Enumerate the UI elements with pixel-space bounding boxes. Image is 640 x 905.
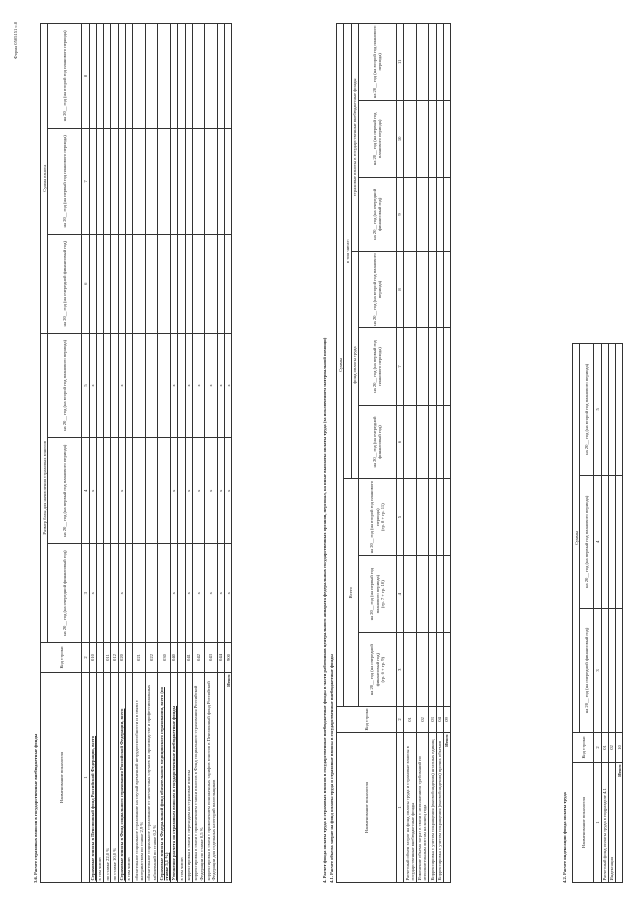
row-code: 010 — [89, 643, 96, 673]
row-cell — [404, 24, 417, 101]
col-num: 1 — [82, 673, 89, 883]
row-cell: x — [89, 544, 96, 643]
total-label: Итого — [443, 733, 450, 883]
row-name: в том числе: — [178, 673, 185, 883]
col-num: 5 — [594, 344, 601, 476]
row-cell — [104, 333, 111, 438]
row-name: обязательное социальное страхование на случай временной нетрудоспособности и в связи с материнством по ставке 2,9 % — [133, 673, 146, 883]
row-cell — [145, 333, 158, 438]
col-num: 8 — [396, 251, 403, 328]
table-row — [205, 24, 218, 883]
table-row — [125, 24, 132, 883]
row-cell — [170, 128, 177, 234]
row-cell — [205, 24, 218, 129]
header-year-1: на 20__ год (на очередной финансовый год) — [48, 234, 82, 333]
row-cell — [111, 24, 118, 129]
row-code — [96, 643, 103, 673]
row-cell — [111, 234, 118, 333]
col-num: 4 — [396, 555, 403, 632]
row-cell — [608, 475, 615, 608]
payroll-table — [336, 23, 451, 883]
table-row — [608, 344, 615, 883]
total-code: 900 — [225, 643, 232, 673]
header-year-3: на 20__ год (на второй год планового периода) — [48, 333, 82, 438]
row-cell — [436, 633, 443, 707]
row-cell: x — [170, 544, 177, 643]
row-cell — [404, 251, 417, 328]
row-cell — [429, 405, 436, 479]
header-year-2: на 20__ год (на первый год планового периода) — [48, 128, 82, 234]
row-cell — [192, 128, 205, 234]
table-row — [158, 24, 171, 883]
header-sums: Суммы — [337, 24, 344, 707]
header-year-3: на 20__ год (на второй год планового периода) — [580, 344, 594, 476]
col-num: 4 — [82, 438, 89, 544]
row-cell — [125, 438, 132, 544]
table-row — [89, 24, 96, 883]
row-code: 042 — [192, 643, 205, 673]
row-cell: x — [118, 544, 125, 643]
header-year-3: на 20__ год (на второй год планового периода) — [48, 24, 82, 129]
row-cell — [145, 234, 158, 333]
form-label: Форма 0505151 с.8 — [13, 22, 18, 59]
row-cell — [601, 475, 608, 608]
row-cell: x — [185, 333, 192, 438]
row-cell: x — [118, 438, 125, 544]
row-cell: x — [205, 438, 218, 544]
row-cell — [404, 178, 417, 252]
row-cell — [404, 328, 417, 405]
col-num: 11 — [396, 24, 403, 101]
row-cell — [601, 609, 608, 733]
row-cell — [158, 544, 171, 643]
row-code: 041 — [185, 643, 192, 673]
row-cell — [416, 405, 429, 479]
row-code: 04 — [436, 707, 443, 733]
row-name: Корректировка с учетом сокращения (высвобождения) прочих объемов — [436, 733, 443, 883]
row-cell — [89, 24, 96, 129]
col-num: 6 — [396, 405, 403, 479]
row-cell — [608, 344, 615, 476]
row-cell: x — [185, 544, 192, 643]
row-name: в том числе: — [96, 673, 103, 883]
row-cell — [104, 438, 111, 544]
row-cell — [429, 479, 436, 556]
total-code: 10 — [616, 733, 623, 763]
table-row — [111, 24, 118, 883]
row-cell — [217, 234, 224, 333]
row-name: Страховые взносы в Фонд социального страхования Российской Федерации, всего — [118, 673, 125, 883]
row-cell — [170, 24, 177, 129]
row-cell — [178, 128, 185, 234]
row-cell — [429, 24, 436, 101]
row-code: 01 — [404, 707, 417, 733]
row-cell — [170, 234, 177, 333]
row-code: 012 — [111, 643, 118, 673]
row-name — [217, 673, 224, 883]
row-cell — [133, 438, 146, 544]
row-cell: x — [192, 333, 205, 438]
row-code: 022 — [145, 643, 158, 673]
row-cell — [145, 128, 158, 234]
table-row — [178, 24, 185, 883]
row-cell — [192, 234, 205, 333]
row-cell — [429, 633, 436, 707]
row-cell: x — [89, 438, 96, 544]
row-name: Расчетный фонд оплаты труда в подразделе 4.1 — [601, 763, 608, 883]
col-num: 5 — [82, 333, 89, 438]
table-row — [145, 24, 158, 883]
header-year-1: на 20__ год (на очередной финансовый год) (гр. 6 + гр. 9) — [358, 633, 396, 707]
row-cell — [133, 544, 146, 643]
row-cell — [178, 544, 185, 643]
row-name: обязательное социальное страхование от несчастных случаев на производстве и профессиональных заболеваний по ставке 0,2 % — [145, 673, 158, 883]
row-cell: x — [170, 438, 177, 544]
row-cell — [104, 24, 111, 129]
section-4-title: 4. Расчет фонда оплаты труда и страховых взносов в государственные внебюджетные фонды в части работников центрального аппарата федеральных государственных органов, персонал, на иные выплаты оплаты труда (за исключением материальной помощи) — [322, 337, 327, 883]
header-year-2: на 20__ год (на первый год планового периода) (гр. 7 + гр. 10) — [358, 555, 396, 632]
row-cell — [145, 24, 158, 129]
row-name: Изменение объема затрат в связи с исполнением требований по исполнительным листам на конец года — [416, 733, 429, 883]
row-cell — [404, 405, 417, 479]
total-label: Итого — [616, 763, 623, 883]
table-row — [217, 24, 224, 883]
row-cell: x — [192, 544, 205, 643]
row-cell — [192, 24, 205, 129]
header-year-2: на 20__ год (на первый год планового периода) — [580, 475, 594, 608]
row-cell — [436, 100, 443, 177]
row-cell — [436, 251, 443, 328]
row-cell — [158, 234, 171, 333]
row-cell: x — [217, 544, 224, 643]
row-cell — [104, 544, 111, 643]
row-cell — [111, 128, 118, 234]
row-code — [125, 643, 132, 673]
row-cell: x — [185, 438, 192, 544]
row-name: корректировка в связи с применением пониженных тарифов взносов в Пенсионный фонд Российской Федерации для отдельных категорий плательщиков — [205, 673, 218, 883]
table-row — [133, 24, 146, 883]
col-num: 9 — [396, 178, 403, 252]
row-cell — [89, 234, 96, 333]
row-cell — [104, 234, 111, 333]
row-cell — [178, 234, 185, 333]
row-name: Корректировка с учетом сокращения (высвобождения) штатных единиц — [429, 733, 436, 883]
row-cell — [205, 234, 218, 333]
row-cell — [158, 333, 171, 438]
row-code: 020 — [118, 643, 125, 673]
row-cell: x — [217, 333, 224, 438]
row-cell — [429, 555, 436, 632]
header-sum: Сумма взноса — [41, 24, 48, 334]
row-cell — [404, 555, 417, 632]
col-num: 3 — [82, 544, 89, 643]
row-cell — [416, 251, 429, 328]
row-cell — [436, 479, 443, 556]
section-3-6-title: 3.6. Расчет страховых взносов в государственные внебюджетные фонды — [33, 733, 38, 883]
row-cell — [158, 128, 171, 234]
row-cell — [133, 234, 146, 333]
row-cell — [429, 328, 436, 405]
row-cell — [416, 479, 429, 556]
row-name: корректировка в связи с переходом на страховые взносы — [185, 673, 192, 883]
row-code — [178, 643, 185, 673]
row-cell — [125, 24, 132, 129]
header-year-2: на 20__ год (на первый год планового периода) — [358, 328, 396, 405]
col-num: 2 — [594, 733, 601, 763]
row-cell — [118, 24, 125, 129]
row-cell — [125, 128, 132, 234]
row-cell — [205, 128, 218, 234]
row-cell — [436, 555, 443, 632]
col-num: 3 — [594, 609, 601, 733]
table-row — [118, 24, 125, 883]
col-num: 2 — [396, 707, 403, 733]
row-code: 043 — [205, 643, 218, 673]
header-year-3: на 20__ год (на второй год планового периода) (гр. 8 + гр. 11) — [358, 479, 396, 556]
col-num: 5 — [396, 479, 403, 556]
header-year-3: на 20__ год (на второй год планового периода) — [358, 24, 396, 101]
col-num: 7 — [396, 328, 403, 405]
row-cell — [111, 544, 118, 643]
header-sums: Суммы — [573, 344, 580, 733]
row-cell — [416, 178, 429, 252]
row-code: 044 — [217, 643, 224, 673]
row-cell — [404, 633, 417, 707]
row-cell — [608, 609, 615, 733]
header-code: Код строки — [573, 733, 594, 763]
row-cell — [104, 128, 111, 234]
table-row — [404, 24, 417, 883]
table-row — [185, 24, 192, 883]
header-year-1: на 20__ год (на очередной финансовый год) — [358, 178, 396, 252]
row-cell — [436, 24, 443, 101]
col-num: 8 — [82, 24, 89, 129]
row-name: Уточнение расчета по страховым взносам в государственные внебюджетные фонды — [170, 673, 177, 883]
row-cell — [178, 24, 185, 129]
row-cell — [185, 128, 192, 234]
col-num: 2 — [82, 643, 89, 673]
insurance-table — [40, 23, 232, 883]
total-cell: x — [225, 333, 232, 438]
table-row — [429, 24, 436, 883]
header-year-1: на 20__ год (на очередной финансовый год) — [48, 544, 82, 643]
row-name: по ставке 10,0 % — [111, 673, 118, 883]
row-cell — [96, 128, 103, 234]
row-name: Индексация — [608, 763, 615, 883]
row-cell — [89, 128, 96, 234]
row-cell: x — [118, 333, 125, 438]
section-4-1-title: 4.1. Расчет объема затрат на фонд оплаты труда и страховые взносы в государственные внебюджетные фонды — [329, 654, 334, 883]
row-cell — [436, 178, 443, 252]
row-name: Страховые взносы в Пенсионный фонд Российской Федерации, всего — [89, 673, 96, 883]
row-code: 030 — [158, 643, 171, 673]
row-name: корректировка в связи с применением ставки взносов в Фонд социального страхования Российской Федерации по ставке 0,5 % — [192, 673, 205, 883]
total-cell — [225, 234, 232, 333]
row-cell — [178, 333, 185, 438]
table-row — [436, 24, 443, 883]
row-cell — [436, 328, 443, 405]
row-cell — [118, 128, 125, 234]
col-num: 1 — [396, 733, 403, 883]
row-cell — [436, 405, 443, 479]
col-num: 10 — [396, 100, 403, 177]
row-cell — [118, 234, 125, 333]
row-cell: x — [205, 333, 218, 438]
row-cell — [404, 479, 417, 556]
total-code: 09 — [443, 707, 450, 733]
row-cell — [601, 344, 608, 476]
row-name: по ставке 22,0 % — [104, 673, 111, 883]
col-num: 6 — [82, 234, 89, 333]
header-contributions: страховые взносы в государственные внебюджетные фонды — [351, 24, 358, 252]
row-code: 02 — [608, 733, 615, 763]
row-cell: x — [89, 333, 96, 438]
row-cell: x — [170, 333, 177, 438]
total-cell: x — [225, 544, 232, 643]
row-cell — [111, 333, 118, 438]
section-4-2-title: 4.2. Расчет индексации фонда оплаты труда — [562, 792, 567, 883]
row-cell — [178, 438, 185, 544]
row-cell — [416, 633, 429, 707]
row-cell — [217, 24, 224, 129]
row-cell — [185, 24, 192, 129]
table-row — [170, 24, 177, 883]
header-base: Размер базы для начисления страховых взносов — [41, 333, 48, 642]
row-cell — [429, 251, 436, 328]
header-year-3: на 20__ год (на второй год планового периода) — [358, 251, 396, 328]
header-payroll: фонд оплаты труда — [351, 251, 358, 479]
row-name: Расчетный объем затрат на фонд оплаты труда и страховые взносы в государственные внебюджетные фонды — [404, 733, 417, 883]
row-cell — [133, 128, 146, 234]
header-code: Код строки — [337, 707, 397, 733]
row-cell — [217, 128, 224, 234]
header-year-1: на 20__ год (на очередной финансовый год) — [358, 405, 396, 479]
table-row — [104, 24, 111, 883]
row-code: 02 — [416, 707, 429, 733]
row-code: 040 — [170, 643, 177, 673]
row-code: 021 — [133, 643, 146, 673]
header-year-1: на 20__ год (на очередной финансовый год) — [580, 609, 594, 733]
row-cell — [133, 333, 146, 438]
header-total: Всего — [344, 479, 359, 707]
row-cell — [145, 438, 158, 544]
row-cell — [96, 333, 103, 438]
row-cell — [429, 178, 436, 252]
row-code: 03 — [429, 707, 436, 733]
row-cell — [416, 24, 429, 101]
row-cell — [404, 100, 417, 177]
table-row — [416, 24, 429, 883]
col-num: 4 — [594, 475, 601, 608]
row-cell — [125, 333, 132, 438]
col-num: 1 — [594, 763, 601, 883]
table-row — [601, 344, 608, 883]
row-cell: x — [192, 438, 205, 544]
row-name: Страховые взносы в Федеральный фонд обязательного медицинского страхования, всего (по ставке 5,1 %) — [158, 673, 171, 883]
col-num: 7 — [82, 128, 89, 234]
row-cell: x — [205, 544, 218, 643]
total-cell: x — [225, 438, 232, 544]
row-cell — [158, 438, 171, 544]
header-year-2: на 20__ год (на первый год планового периода) — [358, 100, 396, 177]
row-cell — [416, 100, 429, 177]
header-year-2: на 20__ год (на первый год планового периода) — [48, 438, 82, 544]
col-num: 3 — [396, 633, 403, 707]
row-name: в том числе: — [125, 673, 132, 883]
row-cell — [416, 555, 429, 632]
row-cell — [158, 24, 171, 129]
row-cell: x — [217, 438, 224, 544]
row-cell — [111, 438, 118, 544]
header-code: Код строки — [41, 643, 82, 673]
total-cell — [225, 24, 232, 129]
header-name: Наименование показателя — [337, 733, 397, 883]
row-cell — [125, 544, 132, 643]
row-cell — [185, 234, 192, 333]
total-label: Итого — [225, 673, 232, 883]
row-cell — [133, 24, 146, 129]
header-name: Наименование показателя — [573, 763, 594, 883]
indexation-table — [572, 343, 623, 883]
row-cell — [96, 544, 103, 643]
row-cell — [96, 438, 103, 544]
header-name: Наименование показателя — [41, 673, 82, 883]
row-cell — [145, 544, 158, 643]
row-cell — [429, 100, 436, 177]
total-cell — [225, 128, 232, 234]
table-row — [192, 24, 205, 883]
row-code: 011 — [104, 643, 111, 673]
row-cell — [125, 234, 132, 333]
row-code: 01 — [601, 733, 608, 763]
row-cell — [96, 24, 103, 129]
table-row — [96, 24, 103, 883]
header-including: в том числе: — [344, 24, 351, 479]
row-cell — [96, 234, 103, 333]
row-cell — [416, 328, 429, 405]
